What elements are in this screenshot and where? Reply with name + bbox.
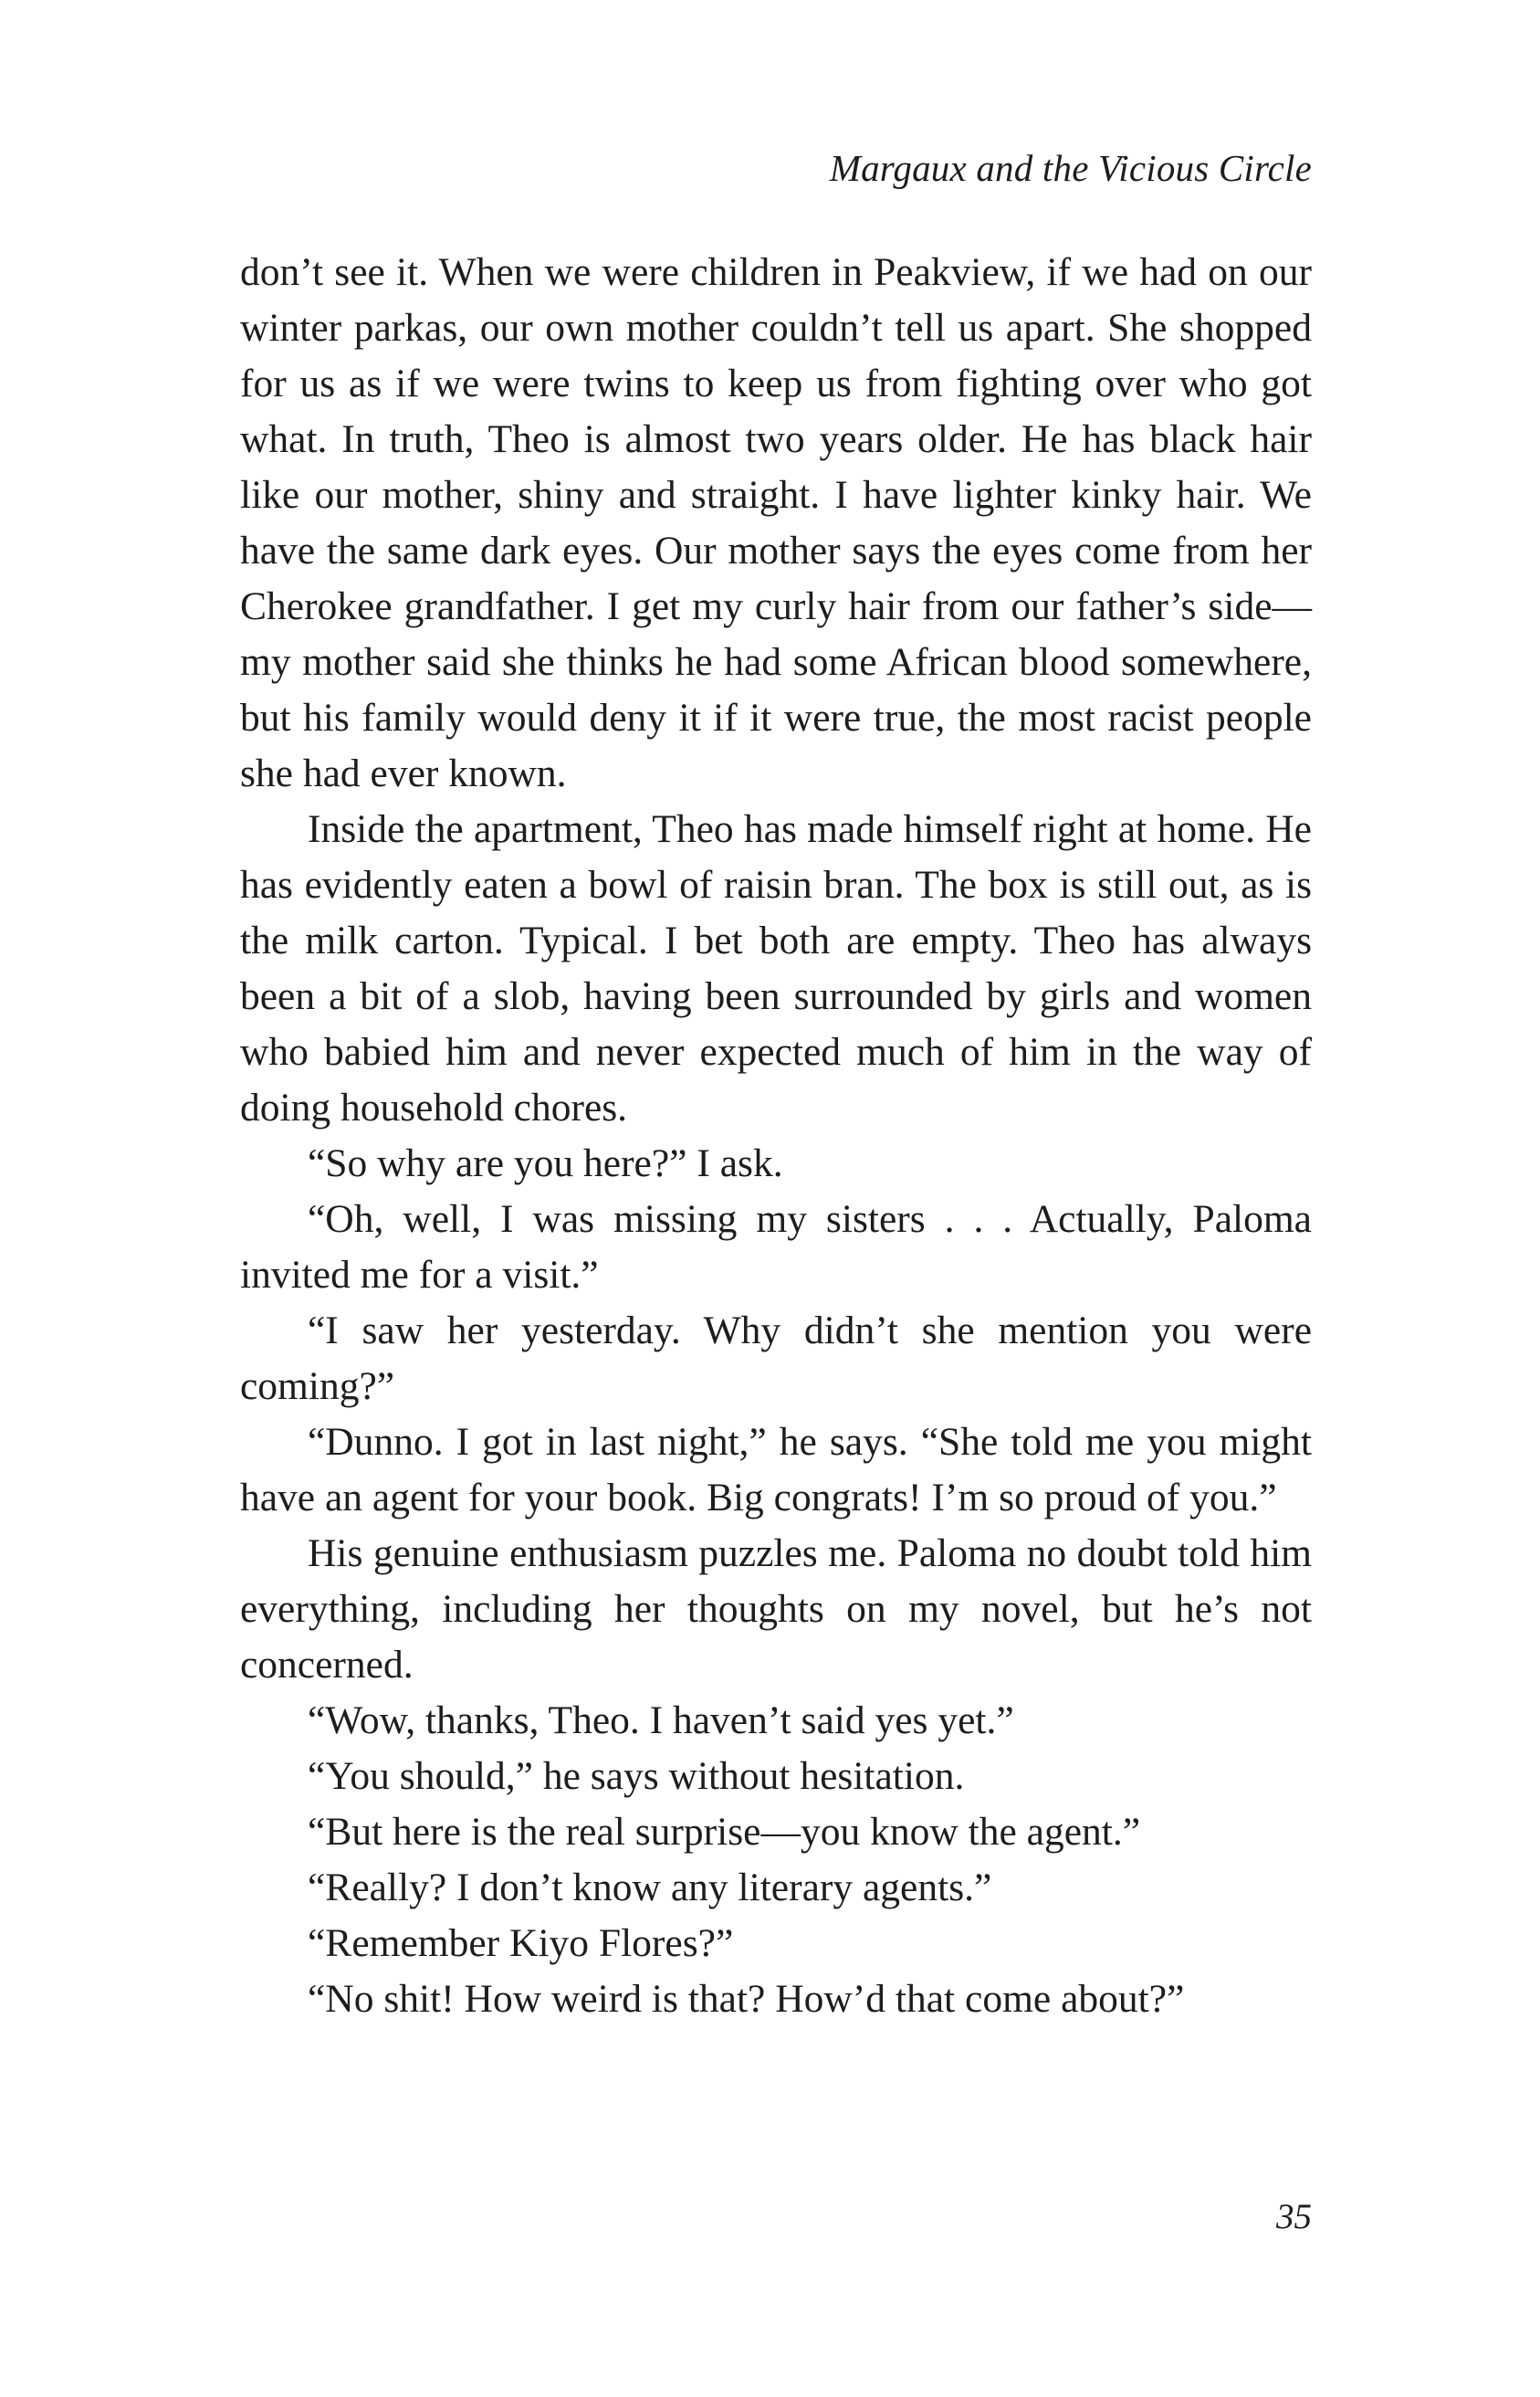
paragraph: “I saw her yesterday. Why didn’t she mention you were coming?” xyxy=(240,1309,1312,1408)
paragraph: “But here is the real surprise—you know the agent.” xyxy=(308,1810,1141,1854)
paragraph: Inside the apartment, Theo has made himself right at home. He has evidently eaten a bowl of raisin bran. The box is still out, as is the milk carton. Typical. I bet both are empty. Theo has always been a bit of a slob, having been surrounded by girls and women who babied him and never expected much of him in the way of doing household chores. xyxy=(240,807,1312,1130)
paragraph: “No shit! How weird is that? How’d that come about?” xyxy=(308,1977,1185,2021)
body-text xyxy=(240,245,1312,2027)
paragraph: don’t see it. When we were children in Peakview, if we had on our winter parkas, our own mother couldn’t tell us apart. She shopped for us as if we were twins to keep us from fighting over who got what. In truth, Theo is almost two years older. He has black hair like our mother, shiny and straight. I have lighter kinky hair. We have the same dark eyes. Our mother says the eyes come from her Cherokee grandfather. I get my curly hair from our father’s side—my mother said she thinks he had some African blood somewhere, but his family would deny it if it were true, the most racist people she had ever known. xyxy=(240,250,1312,795)
paragraph: “You should,” he says without hesitation. xyxy=(308,1754,965,1798)
paragraph: “Remember Kiyo Flores?” xyxy=(308,1921,734,1965)
paragraph: “Really? I don’t know any literary agents.” xyxy=(308,1866,992,1909)
running-head: Margaux and the Vicious Circle xyxy=(829,147,1312,189)
paragraph: His genuine enthusiasm puzzles me. Paloma no doubt told him everything, including her thoughts on my novel, but he’s not concerned. xyxy=(240,1531,1312,1687)
paragraph: “Wow, thanks, Theo. I haven’t said yes yet.” xyxy=(308,1698,1014,1742)
paragraph: “So why are you here?” I ask. xyxy=(308,1141,783,1185)
paragraph: “Dunno. I got in last night,” he says. “She told me you might have an agent for your book. Big congrats! I’m so proud of you.” xyxy=(240,1420,1312,1519)
page-number: 35 xyxy=(1276,2197,1312,2236)
paragraph: “Oh, well, I was missing my sisters . . . Actually, Paloma invited me for a visit.” xyxy=(240,1197,1312,1297)
